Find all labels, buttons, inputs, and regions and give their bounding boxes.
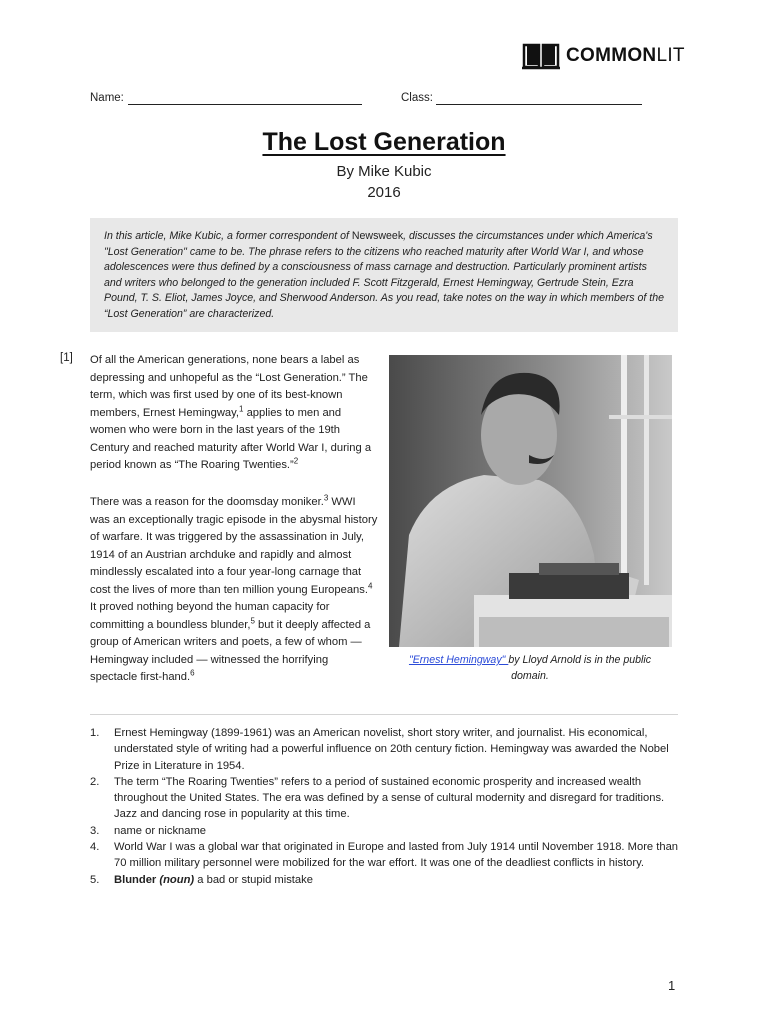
- paragraph-2: [90, 494, 378, 687]
- class-line: [436, 104, 642, 105]
- footnote-text: The term “The Roaring Twenties” refers to a period of sustained economic prosperity and increased wealth throughout the United States. The era was defined by a sense of cultural modernity and disregard for traditions. Jazz and dancing rose in popularity at this time.: [114, 775, 665, 821]
- open-book-icon: [522, 42, 560, 70]
- footnote-ref-3[interactable]: 3: [323, 493, 329, 503]
- footnote-term: Blunder: [114, 873, 157, 886]
- footnote-item: [90, 774, 680, 823]
- intro-text-2: , discusses the circumstances under which America's "Lost Generation" came to be. The phrase refers to the citizens who reached maturity after World War I, and whose adolescences were thus defined by a consciousness of mass carnage and destruction. Particularly prominent artists and writers who belonged to the generation included F. Scott Fitzgerald, Ernest Hemingway, Gertrude Stein, Ezra Pound, T. S. Eliot, James Joyce, and Sherwood Anderson. As you read, take notes on the way in which members of the “Lost Generation” are characterized.: [104, 230, 665, 320]
- footnote-item: [90, 725, 680, 774]
- page-number: 1: [668, 978, 676, 993]
- paragraph-1-text-b: applies to men and women who were born in the last years of the 19th Century and reached maturity after World War I, during a period known as “The Roaring Twenties.”: [90, 406, 372, 471]
- footnote-definition: a bad or stupid mistake: [194, 873, 313, 886]
- footnote-number: 4.: [90, 841, 100, 854]
- footnote-number: 5.: [90, 873, 100, 886]
- footnote-text: Ernest Hemingway (1899-1961) was an American novelist, short story writer, and journalist. His economical, understated style of writing had a powerful influence on 20th century fiction. Hemingway was awarded the Nobel Prize in Literature in 1954.: [114, 727, 669, 772]
- caption-text: by Lloyd Arnold is in the public domain.: [508, 654, 652, 682]
- paragraph-2-text-a: There was a reason for the doomsday moniker.: [90, 496, 324, 508]
- intro-publication: Newsweek: [351, 230, 404, 242]
- caption-link[interactable]: "Ernest Hemingway": [408, 654, 509, 666]
- paragraph-2-text-c: It proved nothing beyond the human capacity for committing a boundless blunder,: [90, 601, 330, 631]
- paragraph-2-text-d: but it deeply affected a group of American writers and poets, a few of whom — Hemingway included — witnessed the horrifying spectacle first-hand.: [90, 618, 371, 683]
- footnote-item: [90, 839, 680, 872]
- footnote-ref-4[interactable]: 4: [367, 580, 373, 590]
- footnote-text: name or nickname: [114, 824, 207, 837]
- footnote-number: 3.: [90, 824, 100, 837]
- footnote-item: [90, 872, 680, 888]
- footnote-text: World War I was a global war that originated in Europe and lasted from July 1914 until November 1918. More than 70 million military personnel were mobilized for the war effort. It was one of the deadliest conflicts in history.: [114, 841, 679, 870]
- paragraph-1: [90, 352, 378, 475]
- logo-text: COMMONLIT: [566, 45, 685, 66]
- footnote-number: 2.: [90, 775, 100, 788]
- photo-caption: [392, 653, 668, 684]
- footnotes-list: [90, 725, 680, 888]
- article-year: 2016: [367, 184, 401, 201]
- paragraph-number: [1]: [60, 352, 73, 364]
- paragraph-2-text-b: WWI was an exceptionally tragic episode in the abysmal history of warfare. It was triggered by the assassination in July, 1914 of an Austrian archduke and rapidly and almost mindlessly escalated into a four year-long carnage that cost the lives of more than ten million young Europeans.: [90, 496, 378, 596]
- footnote-number: 1.: [90, 727, 100, 739]
- commonlit-logo: [522, 41, 685, 71]
- article-author: By Mike Kubic: [336, 163, 432, 180]
- article-title: The Lost Generation: [262, 128, 506, 156]
- footnote-text: [114, 872, 680, 888]
- footnote-item: [90, 823, 680, 839]
- footnote-ref-2[interactable]: 2: [293, 456, 299, 466]
- hemingway-photo: [389, 355, 672, 647]
- class-label: Class:: [401, 92, 433, 104]
- footnote-ref-5[interactable]: 5: [250, 615, 255, 625]
- footnote-divider: [90, 714, 678, 715]
- intro-text-1: In this article, Mike Kubic, a former correspondent of: [104, 230, 352, 242]
- intro-box: [90, 218, 678, 332]
- paragraph-1-text-a: Of all the American generations, none bears a label as depressing and unhopeful as the “Lost Generation.” The term, which was first used by one of its best-known members, Ernest Hemingway,: [90, 354, 368, 419]
- footnote-ref-6[interactable]: 6: [190, 668, 195, 678]
- footnote-ref-1[interactable]: 1: [239, 403, 244, 413]
- name-label: Name:: [90, 92, 124, 104]
- footnote-part-of-speech: (noun): [159, 873, 195, 886]
- name-line: [128, 104, 362, 105]
